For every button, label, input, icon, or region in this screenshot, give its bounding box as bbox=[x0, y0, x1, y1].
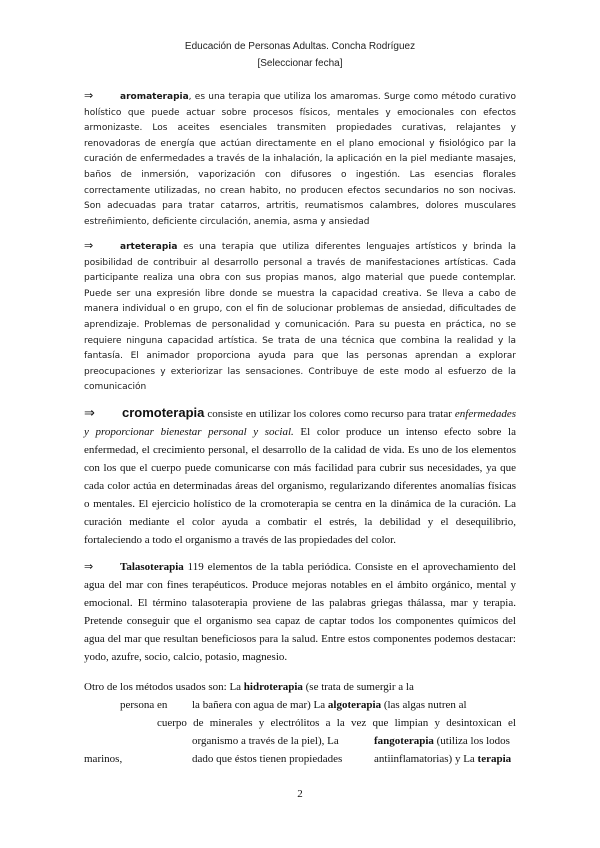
keyword-cromoterapia: cromoterapia bbox=[122, 405, 205, 420]
aromaterapia-text: , es una terapia que utiliza los amaromas. Surge como método curativo holístico que puede actuar sobre procesos físicos, mentales y emocionales con efectos armonizaste. Los aceites esenciales transmiten propiedades curativas, relajantes y renovadoras de energía que actúan directamente en el plano emocional y fisiológico par la curación de enfermedades a través de la inhalación, la aplicación en la piel mediante masajes, baños de inmersión, vaporización con difusores o ingestión. Las esencias florales correctamente utilizadas, no crean habito, no producen efectos secundarios no son nocivas. Son adecuadas para tratar catarros, artritis, reumatismos calambres, dolores musculares estreñimiento, deficiente circulación, anemia, asma y ansiedad bbox=[84, 92, 516, 227]
cromoterapia-italic: enfermedades y proporcionar bienestar personal y social. bbox=[84, 408, 516, 438]
cromoterapia-text-before: consiste en utilizar los colores como recurso para tratar bbox=[204, 408, 455, 420]
otros-line-1 bbox=[84, 678, 414, 696]
keyword-hidroterapia: hidroterapia bbox=[243, 681, 303, 693]
keyword-arteterapia: arteterapia bbox=[120, 242, 178, 252]
paragraph-talasoterapia bbox=[84, 558, 516, 666]
cromoterapia-text-after: El color produce un intenso efecto sobre la enfermedad, el crecimiento personal, el desarrollo de la calidad de vida. Es uno de los elementos con los que el cuerpo puede comunicarse con más facilidad para cubrir sus necesidades, ya que cada color actúa en determinadas áreas del organismo, regularizando diferentes anomalías físicas o mentales. El ejercicio holístico de la cromoterapia se centra en la dinámica de la curación. La curación mediante el color ayuda a combatir el estrés, la debilidad y el desequilibrio, fortaleciendo a todo el organismo a través de las propiedades del color. bbox=[84, 426, 516, 546]
page-number: 2 bbox=[297, 788, 303, 800]
paragraph-arteterapia bbox=[84, 238, 516, 396]
keyword-talasoterapia: Talasoterapia bbox=[120, 561, 184, 573]
date-placeholder[interactable]: [Seleccionar fecha] bbox=[257, 58, 343, 69]
otros-line-4b bbox=[374, 732, 510, 750]
otros-line-4a: organismo a través de la piel), La bbox=[192, 735, 339, 747]
talasoterapia-text: 119 elementos de la tabla periódica. Consiste en el aprovechamiento del agua del mar con fines terapéuticos. Produce mejoras notables en el ámbito orgánico, mental y emocional. El término talasoterapia proviene de las palabras griegas thálassa, mar y terapia. Pretende conseguir que el organismo sea capaz de captar todos los componentes químicos del agua del mar que resultan beneficiosos para la salud. Entre estos componentes podemos destacar: yodo, azufre, socio, calcio, potasio, magnesio. bbox=[84, 561, 516, 663]
otros-line-2b bbox=[192, 696, 467, 714]
otros-line-5b: dado que éstos tienen propiedades bbox=[192, 753, 343, 765]
otros-line-5c bbox=[374, 750, 511, 768]
paragraph-aromaterapia bbox=[84, 88, 516, 230]
arteterapia-text: es una terapia que utiliza diferentes lenguajes artísticos y brinda la posibilidad de contribuir al desarrollo personal a través de manifestaciones artísticas. Cada participante realiza una obra con sus propias manos, algo material que puede contemplar. Puede ser una expresión libre donde se muestra la capacidad creativa. Se lleva a cabo de manera individual o en grupo, con el fin de solucionar problemas de ansiedad, dificultades de aprendizaje. Problemas de personalidad y comunicación. Para su puesta en práctica, no se requiere ninguna capacidad artística. Se trata de una técnica que combina la realidad y la fantasía. El animador proporciona ayuda para que las personas aprendan a explorar preocupaciones y exteriorizar las sensaciones. Contribuye de este modo al esfuerzo de la comunicación bbox=[84, 242, 516, 393]
otros-line-5a: marinos, bbox=[84, 753, 123, 765]
paragraph-cromoterapia bbox=[84, 404, 516, 549]
arrow-icon: ⇒ bbox=[84, 239, 94, 252]
otros-line-3: cuerpo de minerales y electrólitos a la vez que limpian y desintoxican el bbox=[157, 717, 516, 729]
otros-text: Otro de los métodos usados son: La bbox=[84, 681, 244, 693]
arrow-icon: ⇒ bbox=[84, 405, 95, 420]
otros-text: (utiliza los lodos bbox=[433, 735, 510, 747]
otros-text: la bañera con agua de mar) La bbox=[192, 699, 328, 711]
otros-text: (se trata de sumergir a la bbox=[302, 681, 414, 693]
keyword-fangoterapia: fangoterapia bbox=[374, 735, 434, 747]
arrow-icon: ⇒ bbox=[84, 561, 94, 573]
keyword-aromaterapia: aromaterapia bbox=[120, 92, 189, 102]
otros-text: (las algas nutren al bbox=[381, 699, 467, 711]
keyword-terapia: terapia bbox=[477, 753, 512, 765]
arrow-icon: ⇒ bbox=[84, 89, 94, 102]
otros-text: antiinflamatorias) y La bbox=[374, 753, 478, 765]
otros-line-2a: persona en bbox=[120, 699, 168, 711]
header-title: Educación de Personas Adultas. Concha Rodríguez bbox=[184, 41, 416, 52]
keyword-algoterapia: algoterapia bbox=[327, 699, 382, 711]
